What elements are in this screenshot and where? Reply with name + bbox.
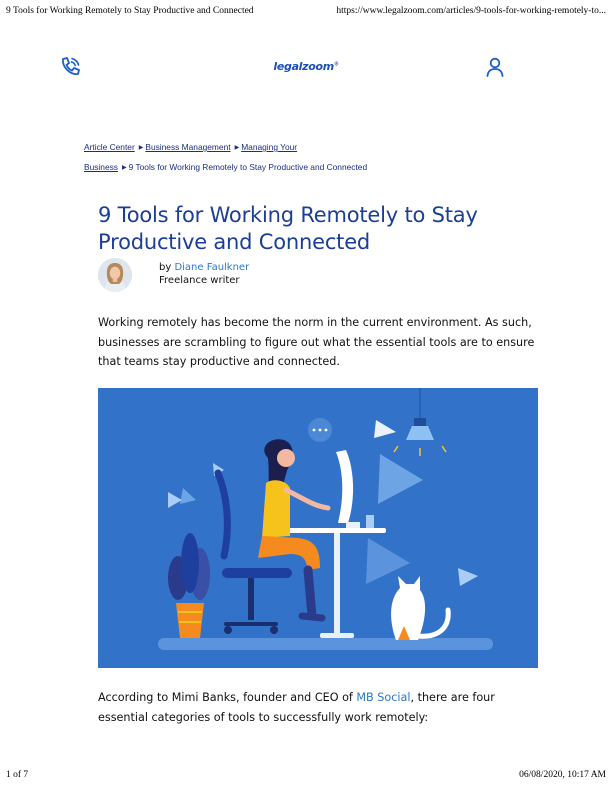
breadcrumb-separator: ▶ (234, 145, 240, 151)
breadcrumb-current: 9 Tools for Working Remotely to Stay Productive and Connected (128, 162, 368, 172)
print-header (6, 6, 606, 20)
author-avatar[interactable] (98, 258, 132, 292)
author-by-label: by (159, 262, 175, 273)
paragraph-2-text-start: According to Mimi Banks, founder and CEO of (98, 691, 357, 704)
page-number: 1 of 7 (6, 770, 29, 780)
article-intro: Working remotely has become the norm in the current environment. As such, businesses are scrambling to figure out what the essential tools are to ensure that teams stay productive and connected. (98, 316, 535, 368)
logo-text: legalzoom (273, 60, 334, 73)
logo-registered-mark: ® (333, 61, 339, 68)
breadcrumb-business[interactable]: Business (84, 162, 118, 172)
paragraph-2-text-end: , there are four essential categories of tools to successfully work remotely: (98, 691, 495, 724)
remote-work-illustration (98, 388, 538, 668)
hero-illustration (98, 388, 538, 668)
breadcrumb (84, 138, 414, 178)
print-header-url: https://www.legalzoom.com/articles/9-tools-for-working-remotely-to... (336, 6, 606, 16)
article-paragraph-2 (98, 688, 538, 727)
mb-social-link[interactable]: MB Social (356, 691, 411, 704)
author-name-link[interactable]: Diane Faulkner (174, 262, 250, 273)
print-header-title: 9 Tools for Working Remotely to Stay Productive and Connected (6, 6, 254, 16)
user-icon[interactable] (484, 56, 506, 78)
author-byline (159, 261, 249, 287)
legalzoom-logo[interactable] (0, 60, 612, 73)
top-navigation (0, 52, 612, 84)
breadcrumb-separator: ▶ (121, 165, 127, 171)
breadcrumb-managing-your[interactable]: Managing Your (241, 142, 298, 152)
print-footer (6, 770, 606, 784)
print-datetime: 06/08/2020, 10:17 AM (519, 770, 606, 780)
author-role: Freelance writer (159, 275, 240, 286)
breadcrumb-business-management[interactable]: Business Management (145, 142, 231, 152)
breadcrumb-separator: ▶ (138, 145, 144, 151)
breadcrumb-article-center[interactable]: Article Center (84, 142, 135, 152)
page-title: 9 Tools for Working Remotely to Stay Productive and Connected (98, 203, 478, 254)
